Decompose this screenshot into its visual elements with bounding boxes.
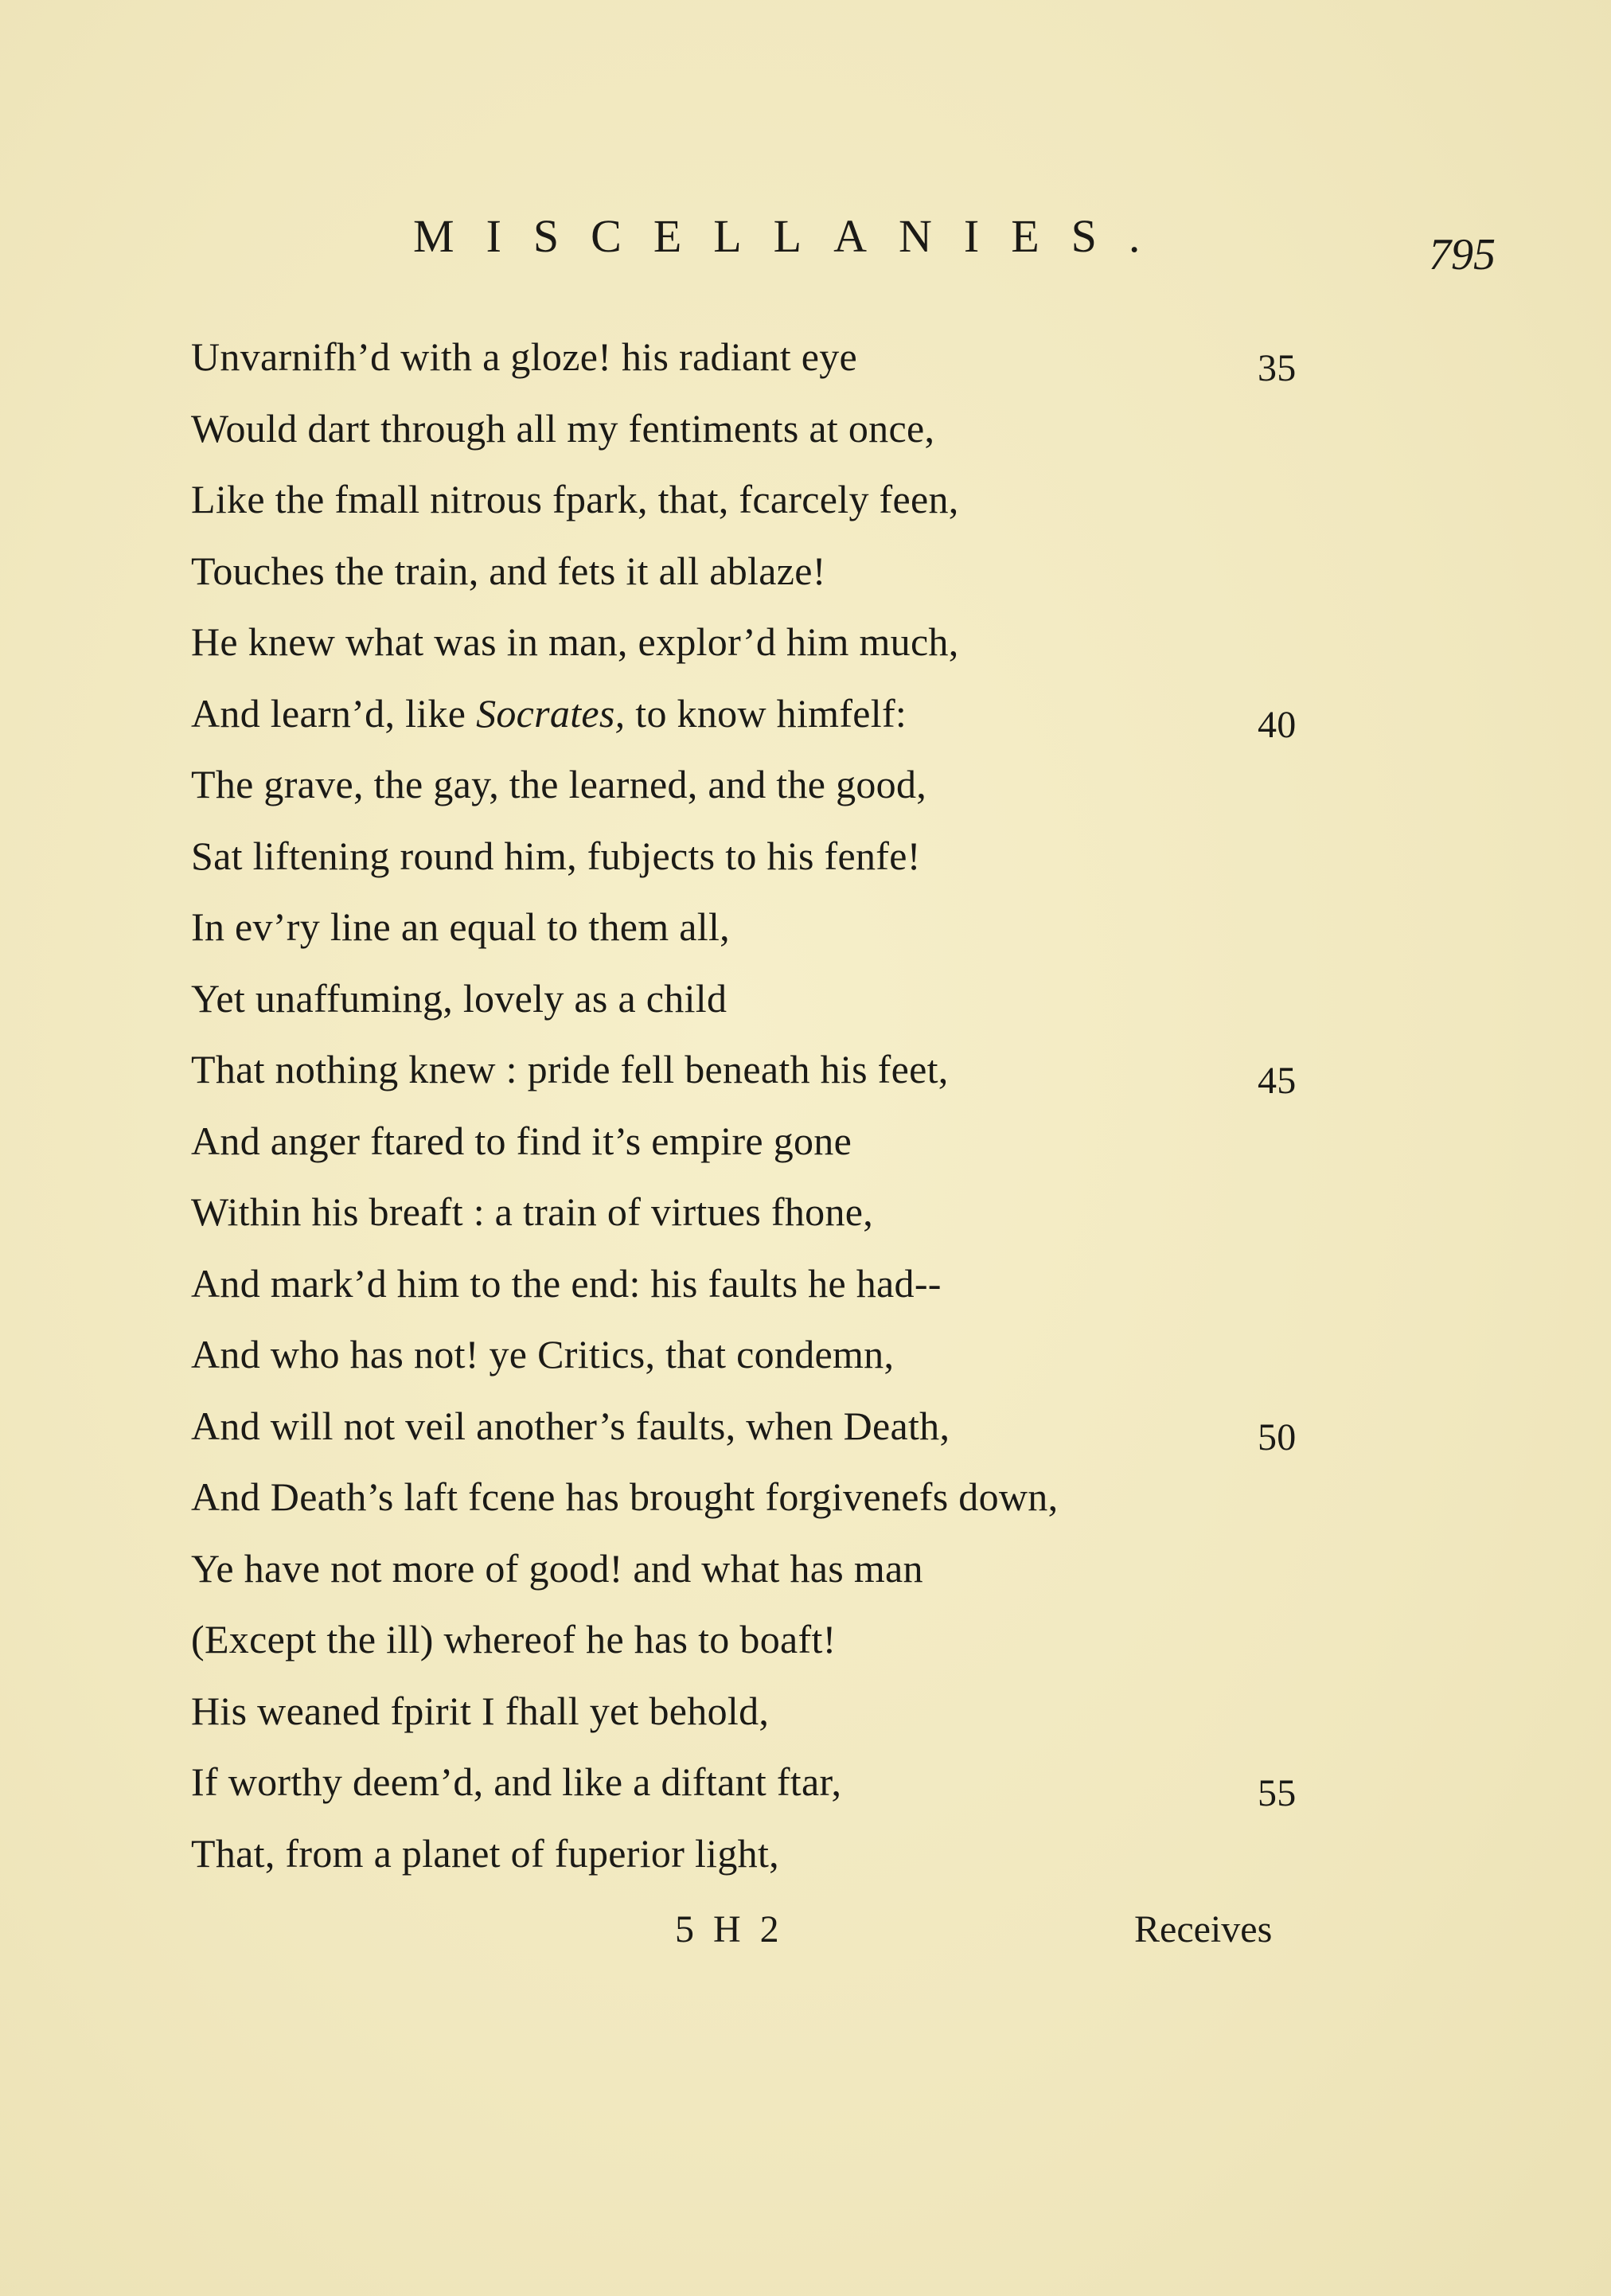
verse-line xyxy=(191,393,1305,465)
verse-line xyxy=(191,607,1305,678)
verse-line xyxy=(191,1248,1305,1320)
verse-line xyxy=(191,1676,1305,1747)
verse-line xyxy=(191,1533,1305,1605)
catchword: Receives xyxy=(1134,1908,1273,1950)
verse-line xyxy=(191,1319,1305,1391)
verse-text-continued: to know himfelf: xyxy=(625,690,907,736)
verse-line xyxy=(191,1462,1305,1533)
running-head: MISCELLANIES. xyxy=(413,210,1172,262)
verse-text: He knew what was in man, explor’d him much, xyxy=(191,619,959,664)
verse-line xyxy=(191,1177,1305,1248)
line-number: 35 xyxy=(1258,347,1297,389)
verse-text: In ev’ry line an equal to them all, xyxy=(191,904,730,949)
poem-text xyxy=(191,322,1305,1889)
verse-text: His weaned fpirit I fhall yet behold, xyxy=(191,1688,770,1733)
verse-text: And will not veil another’s faults, when Death, xyxy=(191,1403,950,1448)
line-number: 40 xyxy=(1258,703,1297,746)
signature-mark: 5 H 2 xyxy=(675,1908,779,1950)
line-number: 45 xyxy=(1258,1060,1297,1102)
verse-line xyxy=(191,1034,1305,1106)
verse-line xyxy=(191,1747,1305,1818)
verse-line xyxy=(191,749,1305,821)
verse-text: And anger ftared to find it’s empire gone xyxy=(191,1118,852,1163)
verse-text: Like the fmall nitrous fpark, that, fcarcely feen, xyxy=(191,477,959,521)
verse-text: Within his breaft : a train of virtues fhone, xyxy=(191,1189,874,1234)
verse-text: The grave, the gay, the learned, and the good, xyxy=(191,762,927,806)
verse-text: And mark’d him to the end: his faults he had-- xyxy=(191,1260,942,1306)
verse-text: (Except the ill) whereof he has to boaft! xyxy=(191,1617,837,1661)
verse-text: And who has not! ye Critics, that condemn, xyxy=(191,1332,895,1376)
verse-text: And learn’d, like xyxy=(191,690,477,736)
verse-italic-text: Socrates, xyxy=(476,690,626,736)
verse-text: Sat liftening round him, fubjects to his fenfe! xyxy=(191,833,921,878)
verse-line xyxy=(191,821,1305,892)
verse-text: Yet unaffuming, lovely as a child xyxy=(191,975,727,1021)
verse-line xyxy=(191,1391,1305,1462)
verse-line xyxy=(191,464,1305,536)
verse-text: That, from a planet of fuperior light, xyxy=(191,1830,779,1876)
verse-text: Unvarnifh’d with a gloze! his radiant eye xyxy=(191,334,858,379)
verse-text: Would dart through all my fentiments at once, xyxy=(191,405,935,451)
verse-text: Ye have not more of good! and what has man xyxy=(191,1545,923,1591)
verse-text: That nothing knew : pride fell beneath his feet, xyxy=(191,1047,949,1091)
verse-line xyxy=(191,963,1305,1035)
line-number: 50 xyxy=(1258,1415,1297,1458)
verse-line xyxy=(191,1604,1305,1676)
line-number: 55 xyxy=(1258,1772,1297,1814)
verse-text: If worthy deem’d, and like a diftant ftar, xyxy=(191,1759,842,1804)
verse-line xyxy=(191,536,1305,607)
verse-line xyxy=(191,678,1305,750)
verse-line xyxy=(191,1818,1305,1890)
verse-line xyxy=(191,322,1305,393)
verse-text: And Death’s laft fcene has brought forgivenefs down, xyxy=(191,1474,1059,1519)
verse-text: Touches the train, and fets it all ablaze! xyxy=(191,548,826,593)
verse-line xyxy=(191,1106,1305,1177)
page-number: 795 xyxy=(1429,230,1496,279)
verse-line xyxy=(191,892,1305,963)
